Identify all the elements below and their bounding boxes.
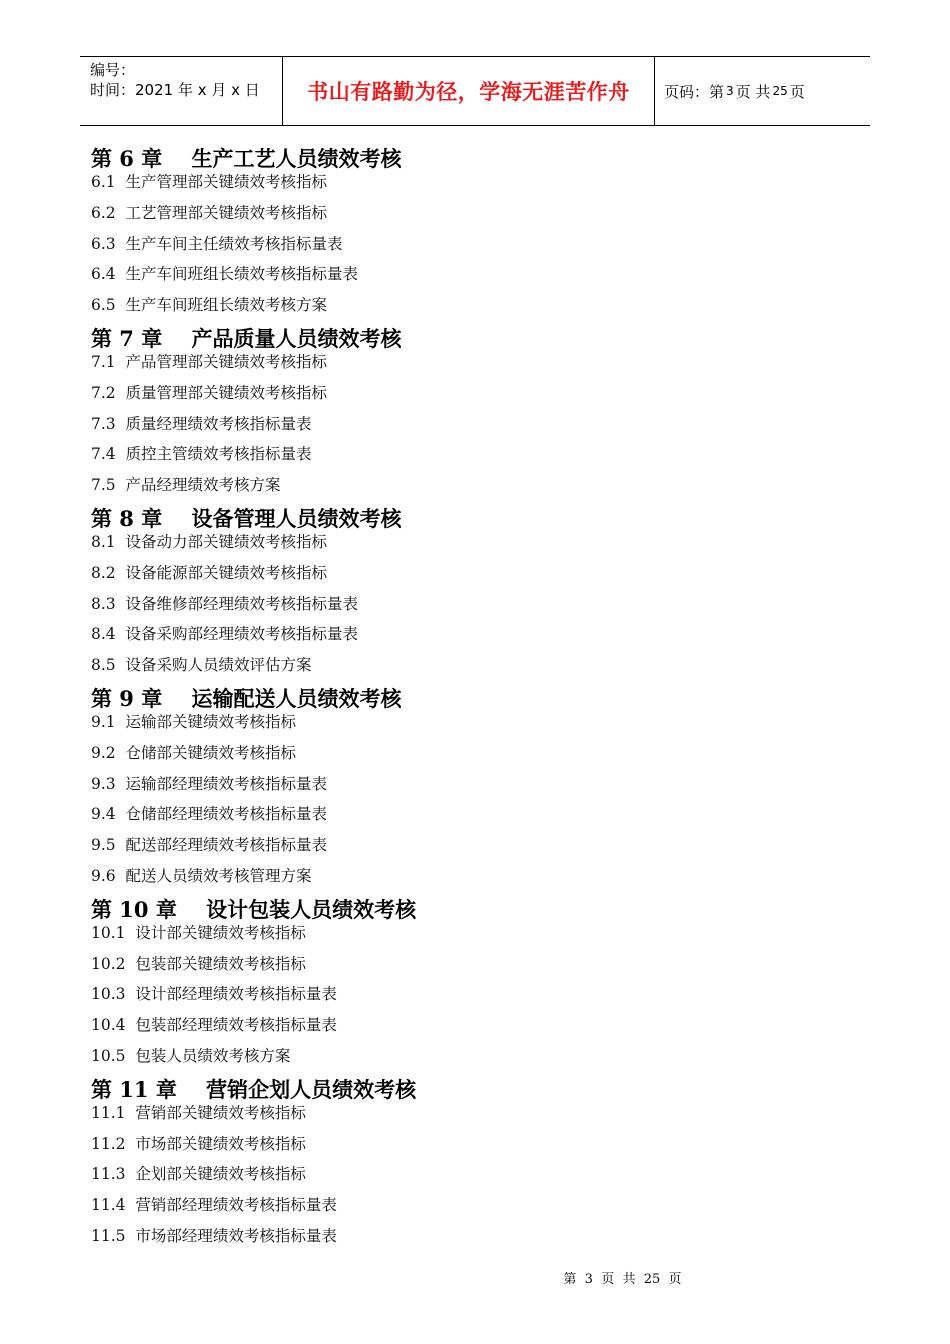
chapter-heading: 第 10 章 设计包装人员绩效考核	[91, 896, 417, 922]
chapter-heading: 第 7 章 产品质量人员绩效考核	[91, 325, 402, 351]
page-current: 3	[726, 84, 734, 98]
toc-entry: 8.5 设备采购人员绩效评估方案	[91, 656, 312, 675]
toc-entry: 10.1 设计部关键绩效考核指标	[91, 923, 306, 942]
toc-entry: 6.4 生产车间班组长绩效考核指标量表	[91, 265, 359, 284]
chapter-heading: 第 8 章 设备管理人员绩效考核	[91, 505, 402, 531]
table-of-contents	[91, 146, 871, 1257]
toc-entry: 8.3 设备维修部经理绩效考核指标量表	[91, 594, 359, 613]
toc-entry: 9.1 运输部关键绩效考核指标	[91, 712, 297, 731]
toc-entry: 9.6 配送人员绩效考核管理方案	[91, 866, 312, 885]
page-mid: 页 共	[735, 82, 771, 101]
header-number-label: 编号：	[90, 61, 136, 79]
header-motto: 书山有路勤为径，学海无涯苦作舟	[307, 80, 630, 104]
toc-entry: 7.5 产品经理绩效考核方案	[91, 476, 281, 495]
toc-entry: 9.3 运输部经理绩效考核指标量表	[91, 774, 328, 793]
page-footer: 第 3 页 共 25 页	[563, 1272, 682, 1287]
chapter-heading: 第 6 章 生产工艺人员绩效考核	[91, 146, 402, 171]
toc-entry: 7.2 质量管理部关键绩效考核指标	[91, 383, 328, 402]
header-divider	[654, 57, 655, 125]
page-label: 页码：第	[664, 82, 725, 101]
header-page-info	[664, 57, 805, 125]
chapter-heading: 第 9 章 运输配送人员绩效考核	[91, 685, 402, 711]
toc-entry: 6.5 生产车间班组长绩效考核方案	[91, 296, 328, 315]
toc-entry: 9.5 配送部经理绩效考核指标量表	[91, 836, 328, 855]
toc-entry: 7.4 质控主管绩效考核指标量表	[91, 445, 312, 464]
toc-entry: 11.2 市场部关键绩效考核指标	[91, 1134, 306, 1153]
header-time-label: 时间：2021 年 x 月 x 日	[90, 81, 260, 99]
toc-entry: 7.1 产品管理部关键绩效考核指标	[91, 352, 328, 371]
toc-entry: 8.1 设备动力部关键绩效考核指标	[91, 532, 328, 551]
toc-entry: 10.2 包装部关键绩效考核指标	[91, 954, 306, 973]
toc-entry: 10.3 设计部经理绩效考核指标量表	[91, 985, 337, 1004]
toc-entry: 9.2 仓储部关键绩效考核指标	[91, 743, 297, 762]
toc-entry: 6.2 工艺管理部关键绩效考核指标	[91, 203, 328, 222]
toc-entry: 11.3 企划部关键绩效考核指标	[91, 1165, 306, 1184]
header-meta	[90, 60, 260, 100]
page-end: 页	[789, 82, 805, 101]
chapter-heading: 第 11 章 营销企划人员绩效考核	[91, 1076, 417, 1102]
toc-entry: 10.4 包装部经理绩效考核指标量表	[91, 1016, 337, 1035]
toc-entry: 9.4 仓储部经理绩效考核指标量表	[91, 805, 328, 824]
toc-entry: 8.4 设备采购部经理绩效考核指标量表	[91, 625, 359, 644]
toc-entry: 10.5 包装人员绩效考核方案	[91, 1046, 291, 1065]
toc-entry: 7.3 质量经理绩效考核指标量表	[91, 414, 312, 433]
toc-entry: 6.1 生产管理部关键绩效考核指标	[91, 173, 328, 191]
toc-entry: 11.1 营销部关键绩效考核指标	[91, 1103, 306, 1122]
page-header	[80, 56, 870, 126]
toc-entry: 11.4 营销部经理绩效考核指标量表	[91, 1196, 337, 1215]
page-total: 25	[772, 84, 788, 98]
toc-entry: 8.2 设备能源部关键绩效考核指标	[91, 563, 328, 582]
toc-entry: 6.3 生产车间主任绩效考核指标量表	[91, 234, 343, 253]
toc-entry: 11.5 市场部经理绩效考核指标量表	[91, 1226, 337, 1245]
